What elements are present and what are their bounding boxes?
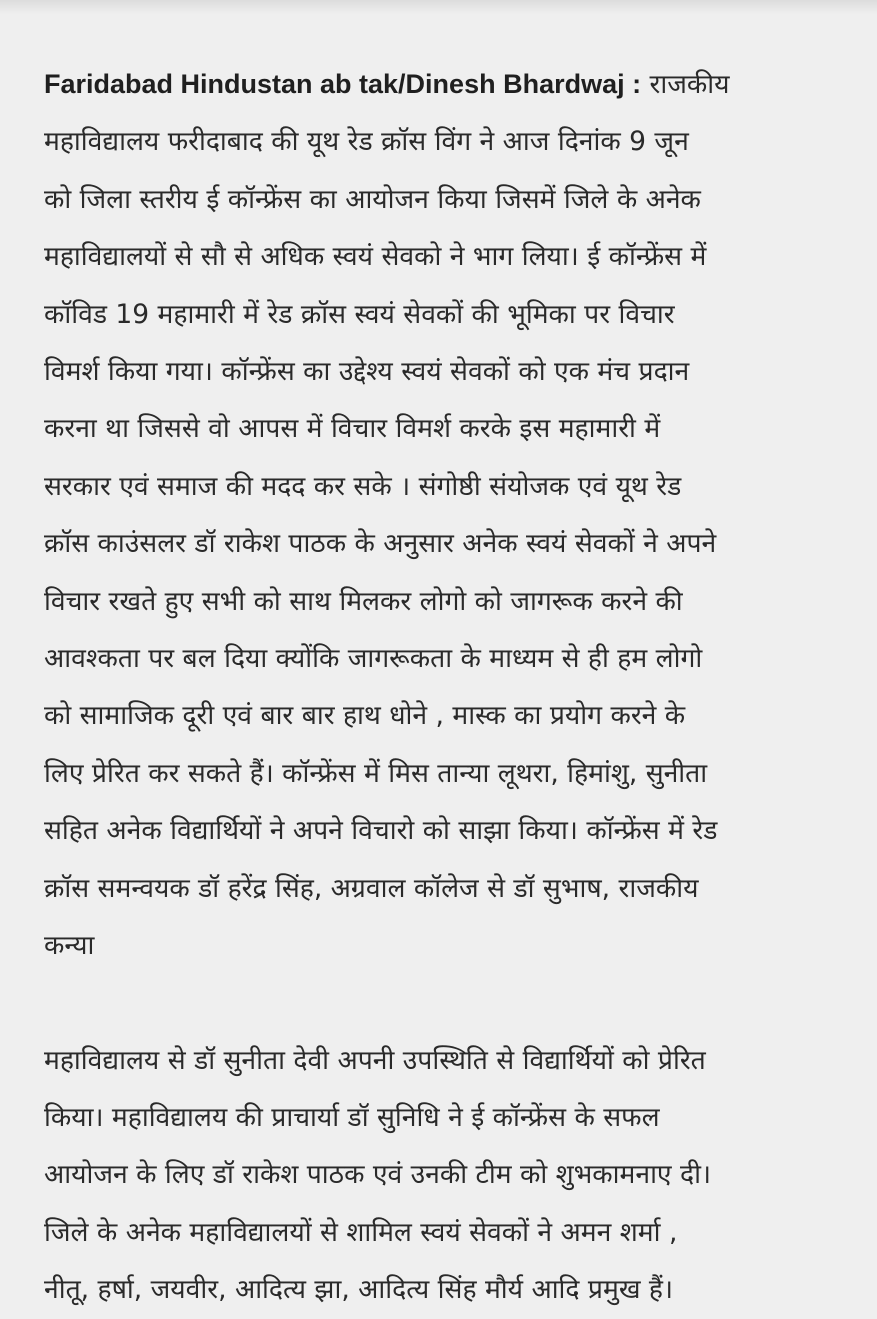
paragraph-2-line: किया। महाविद्यालय की प्राचार्या डॉ सुनिधि ने ई कॉन्फ्रेंस के सफल	[44, 1101, 660, 1133]
paragraph-1-line: सहित अनेक विद्यार्थियों ने अपने विचारो को साझा किया। कॉन्फ्रेंस में रेड	[44, 815, 718, 847]
paragraph-1	[44, 56, 844, 975]
paragraph-2-line: जिले के अनेक महाविद्यालयों से शामिल स्वयं सेवकों ने अमन शर्मा ,	[44, 1216, 678, 1248]
paragraph-1-line: राजकीय	[649, 69, 730, 100]
paragraph-1-line: लिए प्रेरित कर सकते हैं। कॉन्फ्रेंस में मिस तान्या लूथरा, हिमांशु, सुनीता	[44, 757, 708, 789]
paragraph-1-line: सरकार एवं समाज की मदद कर सके । संगोष्ठी संयोजक एवं यूथ रेड	[44, 470, 682, 502]
paragraph-gap	[44, 975, 844, 1032]
paragraph-1-line: करना था जिससे वो आपस में विचार विमर्श करके इस महामारी में	[44, 413, 661, 445]
paragraph-2-line: महाविद्यालय से डॉ सुनीता देवी अपनी उपस्थिति से विद्यार्थियों को प्रेरित	[44, 1044, 706, 1076]
paragraph-1-line: क्रॉस समन्वयक डॉ हरेंद्र सिंह, अग्रवाल कॉलेज से डॉ सुभाष, राजकीय	[44, 872, 699, 904]
byline: Faridabad Hindustan ab tak/Dinesh Bhardwaj :	[44, 69, 642, 99]
top-shadow	[0, 0, 877, 14]
paragraph-1-line: आवश्कता पर बल दिया क्योंकि जागरूकता के माध्यम से ही हम लोगो	[44, 643, 703, 675]
article-body	[44, 56, 844, 1319]
paragraph-1-line: विमर्श किया गया। कॉन्फ्रेंस का उद्देश्य स्वयं सेवकों को एक मंच प्रदान	[44, 356, 690, 388]
paragraph-1-line: को सामाजिक दूरी एवं बार बार हाथ धोने , मास्क का प्रयोग करने के	[44, 700, 686, 732]
paragraph-1-line: को जिला स्तरीय ई कॉन्फ्रेंस का आयोजन किया जिसमें जिले के अनेक	[44, 183, 701, 215]
paragraph-1-line: कन्या	[44, 930, 95, 962]
paragraph-1-line: विचार रखते हुए सभी को साथ मिलकर लोगो को जागरूक करने की	[44, 585, 683, 617]
paragraph-2	[44, 1032, 844, 1319]
paragraph-1-line: महाविद्यालय फरीदाबाद की यूथ रेड क्रॉस विंग ने आज दिनांक 9 जून	[44, 126, 689, 158]
paragraph-1-line: क्रॉस काउंसलर डॉ राकेश पाठक के अनुसार अनेक स्वयं सेवकों ने अपने	[44, 528, 717, 560]
paragraph-2-line: आयोजन के लिए डॉ राकेश पाठक एवं उनकी टीम को शुभकामनाए दी।	[44, 1159, 711, 1191]
paragraph-2-line: नीतू, हर्षा, जयवीर, आदित्य झा, आदित्य सिंह मौर्य आदि प्रमुख हैं।	[44, 1274, 674, 1306]
paragraph-1-line: महाविद्यालयों से सौ से अधिक स्वयं सेवको ने भाग लिया। ई कॉन्फ्रेंस में	[44, 241, 707, 273]
paragraph-1-line: कॉविड 19 महामारी में रेड क्रॉस स्वयं सेवकों की भूमिका पर विचार	[44, 298, 675, 330]
